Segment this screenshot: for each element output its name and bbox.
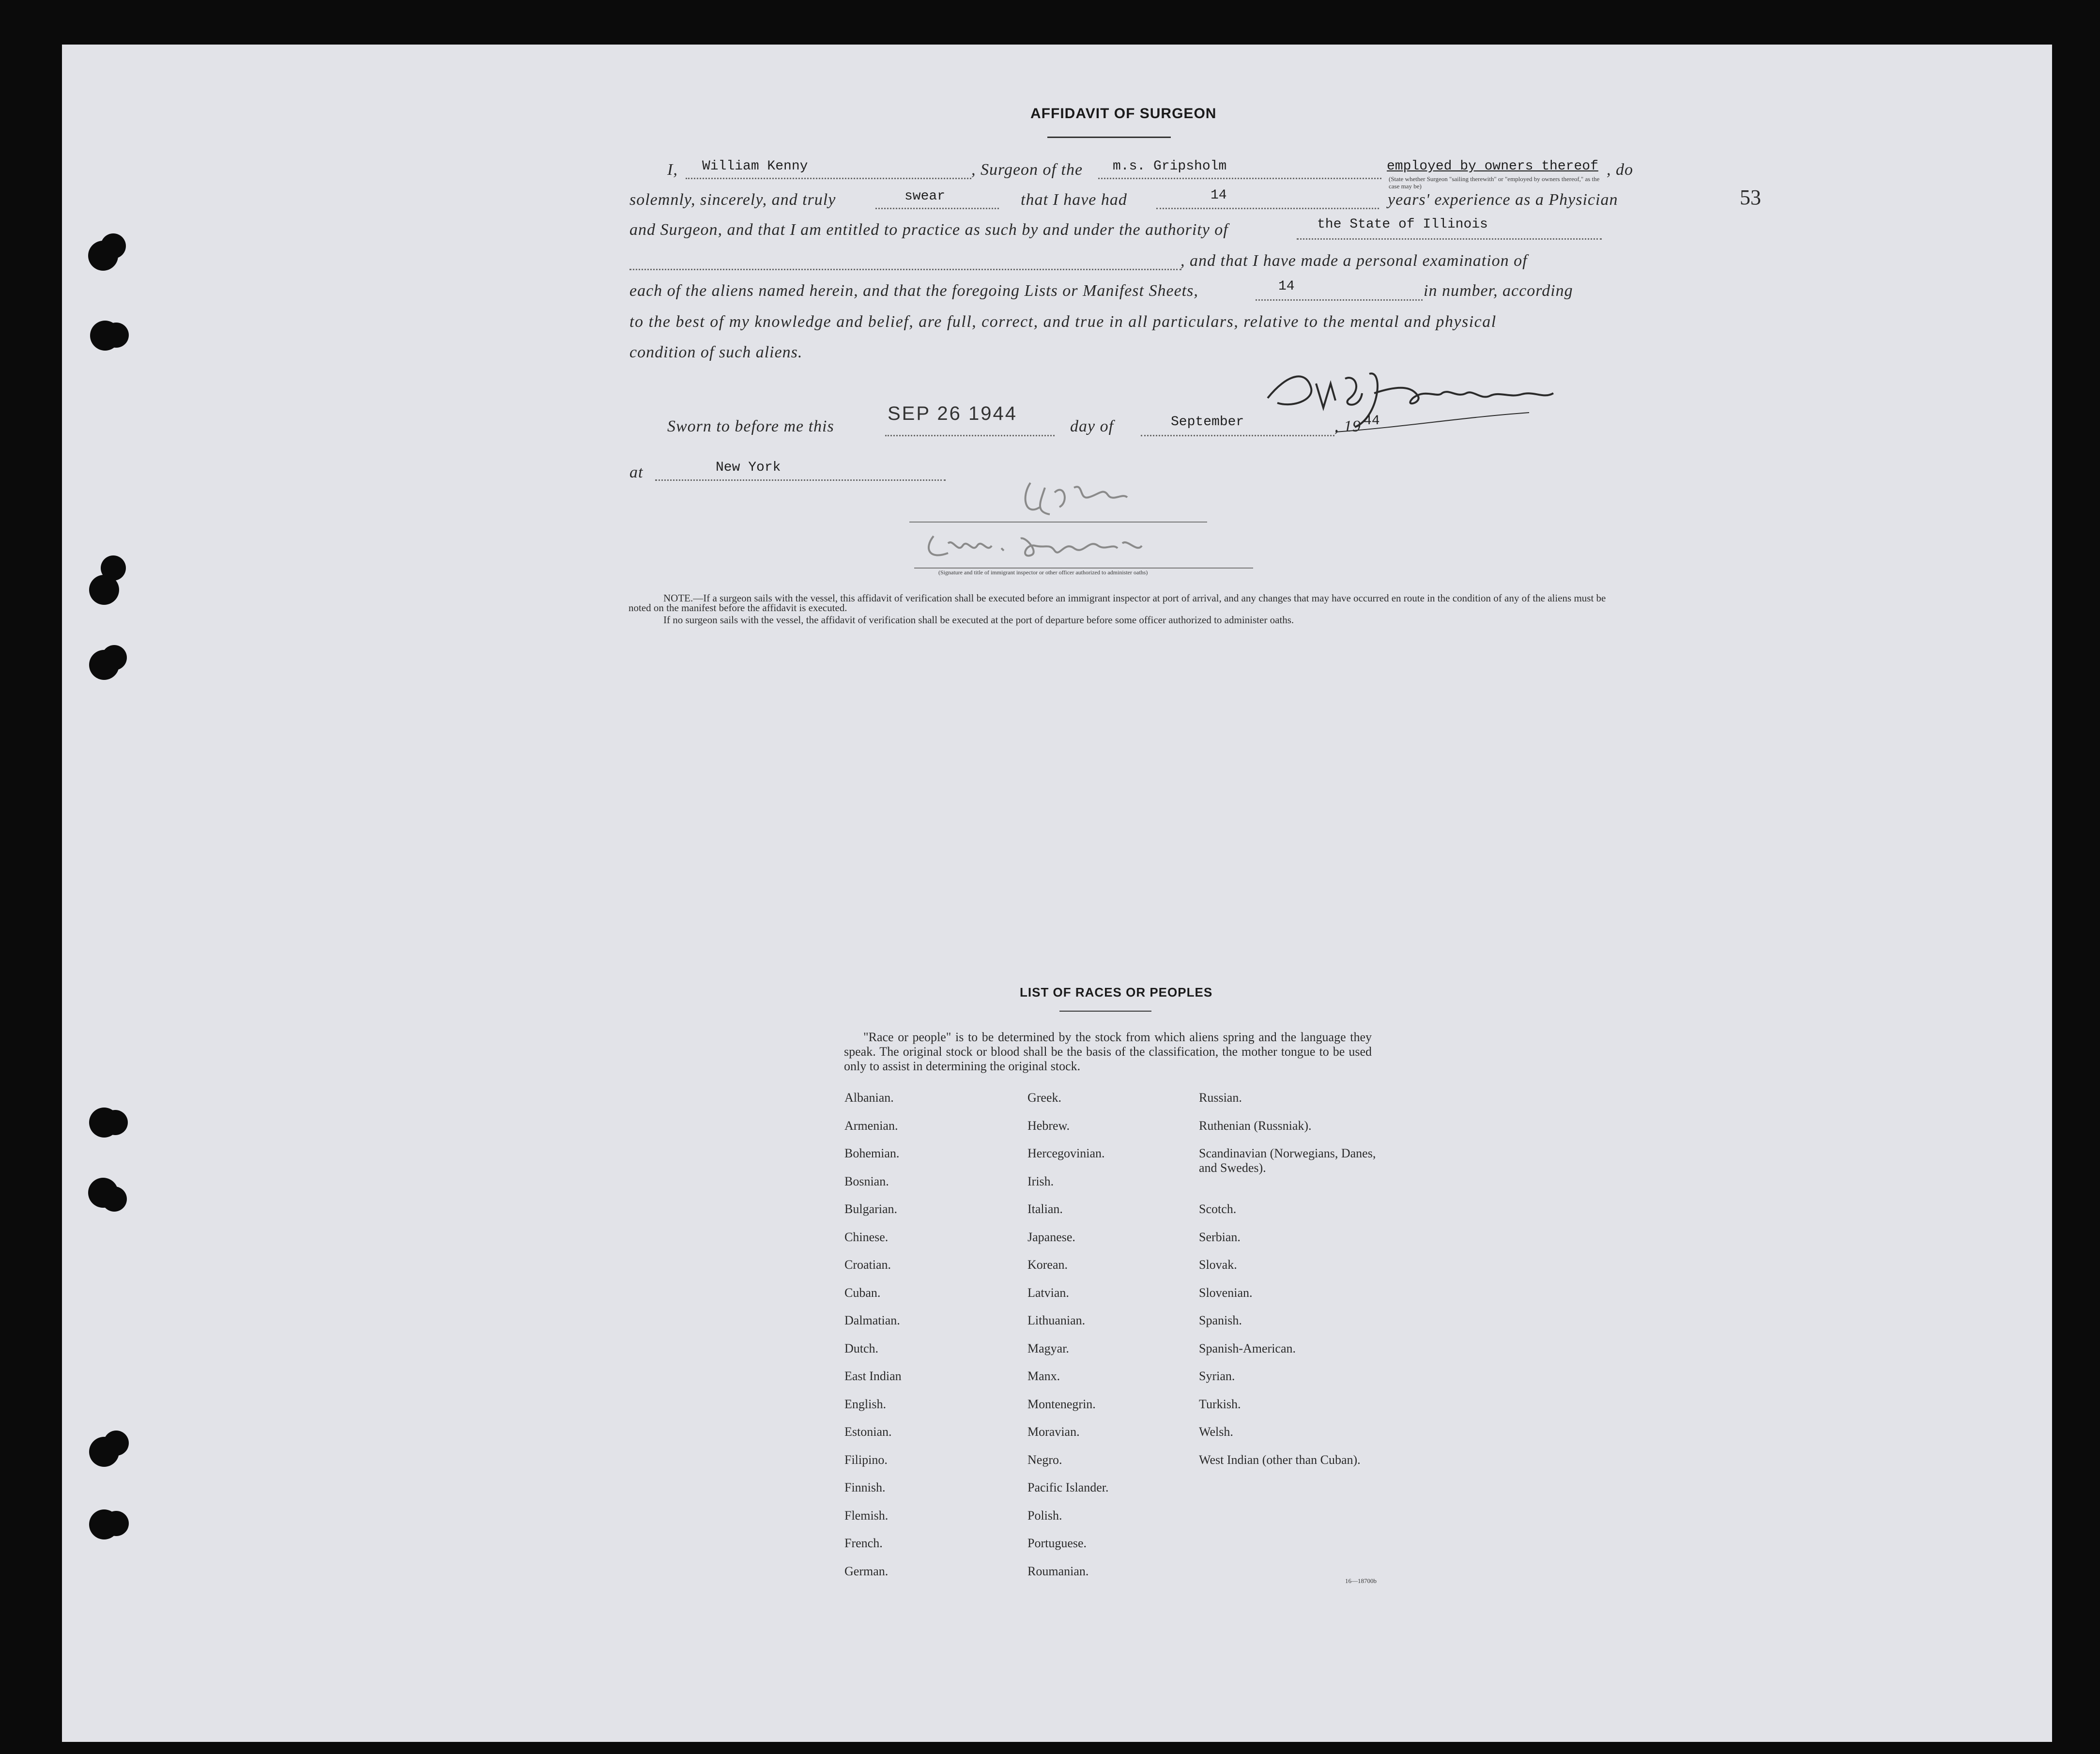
manifest-sheets-count: 14 — [1278, 279, 1295, 294]
race-item: Albanian. — [844, 1091, 894, 1105]
surgeon-name: William Kenny — [702, 159, 808, 174]
solemnly-text: solemnly, sincerely, and truly — [629, 191, 836, 209]
sworn-before-text: Sworn to before me this — [667, 417, 834, 435]
each-of-aliens-text: each of the aliens named herein, and that the foregoing Lists or Manifest Sheets, — [629, 282, 1198, 300]
race-item: Scotch. — [1199, 1202, 1237, 1216]
race-item: Ruthenian (Russniak). — [1199, 1118, 1312, 1133]
race-item: Scandinavian (Norwegians, Danes, and Swedes). — [1199, 1146, 1376, 1175]
race-item: Bohemian. — [844, 1146, 900, 1160]
race-item: Syrian. — [1199, 1369, 1235, 1383]
race-item: Flemish. — [844, 1508, 889, 1523]
place: New York — [716, 460, 781, 475]
note-line-2: If no surgeon sails with the vessel, the affidavit of verification shall be executed at the port of departure before some officer authorized to administer oaths. — [663, 614, 1294, 626]
years-experience-text: years' experience as a Physician — [1388, 191, 1618, 209]
race-item: West Indian (other than Cuban). — [1199, 1452, 1361, 1467]
race-item: Moravian. — [1027, 1425, 1080, 1439]
race-item: Portuguese. — [1027, 1536, 1087, 1550]
do-text: , do — [1607, 161, 1633, 179]
race-item: Estonian. — [844, 1425, 892, 1439]
race-item: Finnish. — [844, 1480, 886, 1494]
years-underline — [1156, 208, 1379, 209]
race-item: Serbian. — [1199, 1230, 1241, 1244]
place-underline — [655, 479, 946, 481]
race-item: East Indian — [844, 1369, 902, 1383]
inspector-signature-line — [909, 522, 1207, 523]
note-paragraph — [628, 593, 1607, 613]
race-item: Bulgarian. — [844, 1202, 898, 1216]
vessel-name: m.s. Gripsholm — [1113, 159, 1227, 174]
races-title-underline — [1059, 1011, 1151, 1012]
race-item: Italian. — [1027, 1202, 1063, 1216]
race-item: Hebrew. — [1027, 1118, 1070, 1133]
punch-hole — [101, 555, 126, 581]
race-item: Lithuanian. — [1027, 1313, 1086, 1327]
document-page — [62, 45, 2052, 1742]
inspector-signature — [1011, 473, 1195, 522]
race-item: Bosnian. — [844, 1174, 889, 1188]
nineteen-text: , 19 — [1334, 417, 1361, 435]
race-item: Magyar. — [1027, 1341, 1069, 1355]
date-stamp: SEP 26 1944 — [888, 403, 1018, 424]
race-item: Hercegovinian. — [1027, 1146, 1105, 1160]
condition-text: condition of such aliens. — [629, 343, 803, 361]
officer-caption: (Signature and title of immigrant inspector or other officer authorized to administer oaths) — [938, 569, 1148, 576]
surgeon-signature — [1258, 354, 1645, 437]
form-code: 16—18700b — [1345, 1577, 1377, 1585]
race-item: Spanish. — [1199, 1313, 1242, 1327]
in-number-text: in number, according — [1424, 282, 1573, 300]
race-item: Manx. — [1027, 1369, 1060, 1383]
name-underline — [686, 178, 971, 179]
race-item: Korean. — [1027, 1258, 1068, 1272]
punch-hole — [104, 1511, 129, 1536]
punch-hole — [102, 1186, 127, 1212]
race-item: Dalmatian. — [844, 1313, 900, 1327]
officer-title-line — [914, 568, 1253, 569]
race-item: Spanish-American. — [1199, 1341, 1296, 1355]
race-item: Irish. — [1027, 1174, 1054, 1188]
years-experience: 14 — [1211, 188, 1227, 203]
race-item: Armenian. — [844, 1118, 898, 1133]
race-item: Greek. — [1027, 1091, 1062, 1105]
race-item: Croatian. — [844, 1258, 891, 1272]
authority-continuation-line — [629, 269, 1181, 270]
race-item: German. — [844, 1564, 889, 1578]
punch-hole — [104, 323, 129, 348]
employment-status: employed by owners thereof — [1387, 159, 1598, 174]
authority: the State of Illinois — [1317, 217, 1488, 232]
title-underline — [1047, 137, 1171, 138]
sheets-underline — [1256, 299, 1423, 301]
race-item: Slovenian. — [1199, 1285, 1253, 1300]
and-surgeon-text: and Surgeon, and that I am entitled to practice as such by and under the authority of — [629, 221, 1228, 239]
affidavit-i: I, — [667, 161, 678, 179]
swear-underline — [875, 208, 999, 209]
inspector-title-handwriting — [914, 524, 1185, 568]
have-had-text: that I have had — [1021, 191, 1127, 209]
personal-exam-text: , and that I have made a personal examination of — [1180, 252, 1528, 270]
knowledge-text: to the best of my knowledge and belief, are full, correct, and true in all particulars, relative to the mental and physical — [629, 313, 1497, 331]
race-item: Latvian. — [1027, 1285, 1069, 1300]
authority-underline — [1297, 238, 1602, 240]
page-number: 53 — [1740, 185, 1761, 209]
race-item: Filipino. — [844, 1452, 888, 1467]
race-item: Slovak. — [1199, 1258, 1237, 1272]
affidavit-title: AFFIDAVIT OF SURGEON — [1030, 106, 1217, 122]
month-underline — [1141, 435, 1334, 436]
vessel-underline — [1098, 178, 1381, 179]
race-item: Roumanian. — [1027, 1564, 1089, 1578]
oath-verb: swear — [904, 189, 946, 204]
year: 44 — [1364, 414, 1380, 429]
punch-hole — [103, 1110, 128, 1135]
month: September — [1171, 415, 1244, 430]
races-intro: "Race or people" is to be determined by the stock from which aliens spring and the language they speak. The original stock or blood shall be the basis of the classification, the mother tongue to be used only to assist in determining the original stock. — [844, 1030, 1372, 1073]
day-of-text: day of — [1070, 417, 1114, 435]
race-item: Dutch. — [844, 1341, 879, 1355]
race-item: English. — [844, 1397, 886, 1411]
punch-hole — [104, 1431, 129, 1456]
race-item: Montenegrin. — [1027, 1397, 1096, 1411]
race-item: Cuban. — [844, 1285, 881, 1300]
race-item: Pacific Islander. — [1027, 1480, 1109, 1494]
race-item: Polish. — [1027, 1508, 1062, 1523]
date-underline — [885, 435, 1055, 436]
race-item: Turkish. — [1199, 1397, 1241, 1411]
employment-note: (State whether Surgeon "sailing therewith" or "employed by owners thereof," as the case may be) — [1389, 175, 1600, 190]
race-item: Welsh. — [1199, 1425, 1233, 1439]
race-item: Russian. — [1199, 1091, 1242, 1105]
races-title: LIST OF RACES OR PEOPLES — [1020, 985, 1213, 1000]
surgeon-of-the-text: , Surgeon of the — [971, 161, 1083, 179]
race-item: Japanese. — [1027, 1230, 1075, 1244]
at-text: at — [629, 463, 644, 481]
race-item: French. — [844, 1536, 883, 1550]
punch-hole — [102, 645, 127, 670]
punch-hole — [101, 233, 126, 259]
note-label: NOTE. — [663, 592, 693, 604]
race-item: Negro. — [1027, 1452, 1062, 1467]
note-line-1: —If a surgeon sails with the vessel, this affidavit of verification shall be executed before an immigrant inspector at port of arrival, and any changes that may have occurred en route in the condition of any of the aliens must be noted on the manifest before the affidavit is executed. — [628, 592, 1606, 614]
race-item: Chinese. — [844, 1230, 889, 1244]
